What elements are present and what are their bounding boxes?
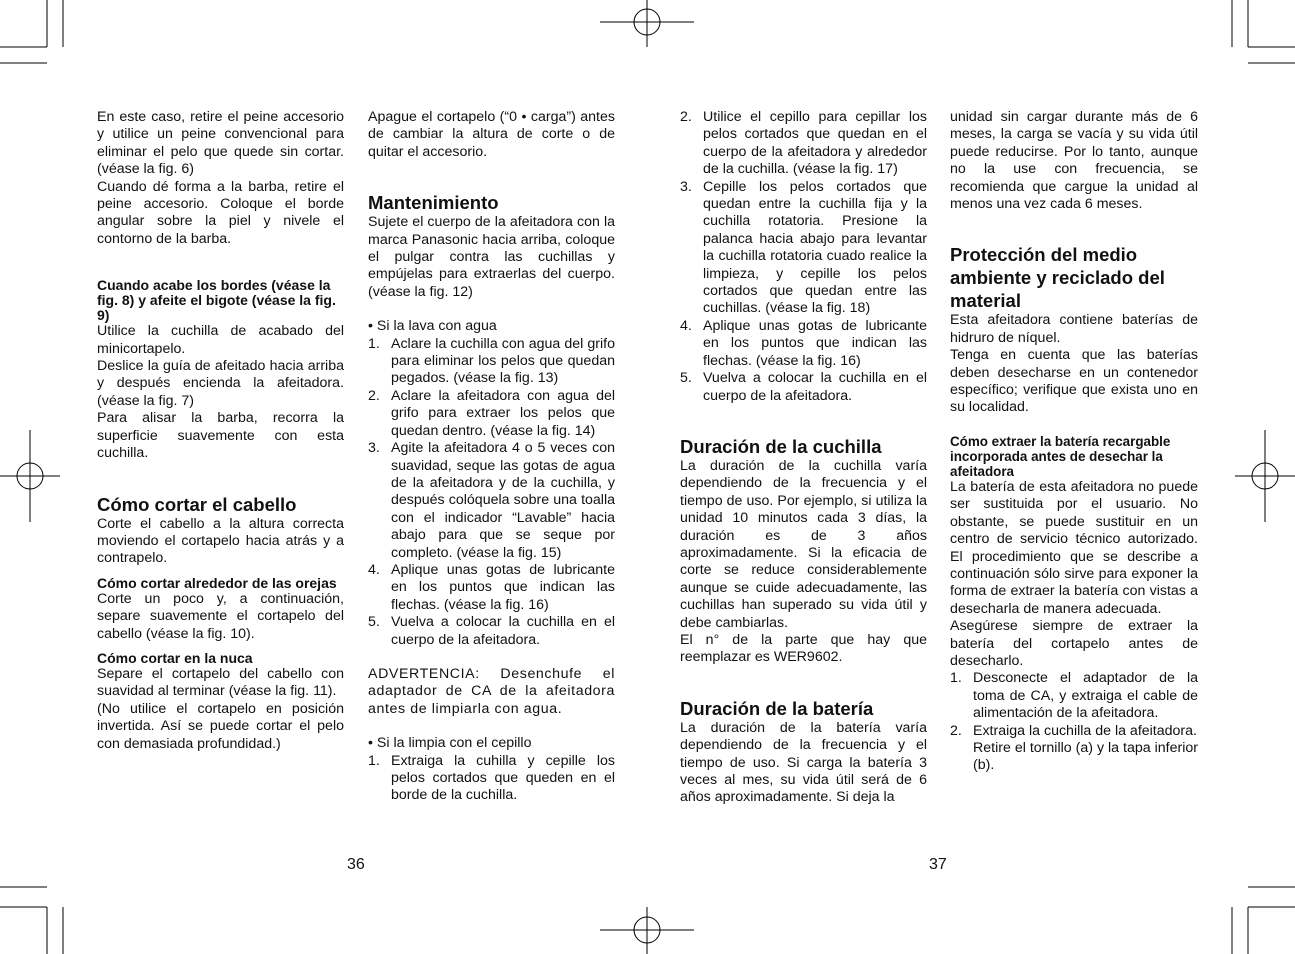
- list-item: 4. Aplique unas gotas de lubricante en los puntos que indican las flechas. (véase la fig. 16): [680, 317, 927, 369]
- warning-text: ADVERTENCIA: Desenchufe el adaptador de CA de la afeitadora antes de limpiarla con agua.: [368, 665, 615, 717]
- paragraph: Esta afeitadora contiene baterías de hidruro de níquel.: [950, 312, 1198, 346]
- steps-list-agua: [368, 336, 615, 649]
- list-item: 2. Utilice el cepillo para cepillar los pelos cortados que quedan en el cuerpo de la afeitadora y alrededor de la cuchilla. (véase la fig. 17): [680, 109, 927, 178]
- paragraph: La duración de la batería varía dependiendo de la frecuencia y el tiempo de uso. Si carga la batería 3 veces al mes, su vida útil será de 6 años aproximadamente. Si deja la: [680, 719, 927, 806]
- steps-list-continued: [680, 109, 927, 405]
- paragraph: Separe el cortapelo del cabello con suavidad al terminar (véase la fig. 11).: [97, 665, 344, 700]
- bullet-lavar-agua: • Si la lava con agua: [368, 318, 497, 335]
- page-number-right: 37: [929, 856, 947, 873]
- list-item: 2. Extraiga la cuchilla de la afeitadora.: [950, 722, 1197, 739]
- list-item: 3. Cepille los pelos cortados que quedan entre la cuchilla fija y la cuchilla rotatoria. Presione la palanca hacia abajo para levantar la cuchilla rotatoria cuado realice la limpieza, y cepille los pelos cortados que quedan entre las cuchillas. (véase la fig. 18): [680, 178, 927, 317]
- heading-duracion-cuchilla: Duración de la cuchilla: [680, 435, 882, 457]
- column-2: [368, 109, 615, 805]
- heading-proteccion: Protección del medio ambiente y reciclado del material: [950, 244, 1165, 312]
- paragraph: unidad sin cargar durante más de 6 meses, la carga se vacía y su vida útil puede reducirse. Por lo tanto, aunque no la use con frecuencia, se recomienda que cargue la unidad al menos una vez cada 6 meses.: [950, 109, 1198, 213]
- list-item: 3. Agite la afeitadora 4 o 5 veces con suavidad, seque las gotas de agua de la afeitadora y de la cuchilla, y después colóquela sobre una toalla con el indicador “Lavable” hacia abajo para que se seque por completo. (véase la fig. 15): [368, 440, 615, 561]
- heading-cortar-cabello: Cómo cortar el cabello: [97, 493, 297, 515]
- paragraph: Cuando dé forma a la barba, retire el peine accesorio. Coloque el borde angular sobre la piel y nivele el contorno de la barba.: [97, 178, 344, 247]
- list-item: 2. Aclare la afeitadora con agua del grifo para extraer los pelos que quedan dentro. (véase la fig. 14): [368, 387, 615, 439]
- subheading-extraer-bateria: Cómo extraer la batería recargable incorporada antes de desechar la afeitadora: [950, 433, 1171, 479]
- heading-duracion-bateria: Duración de la batería: [680, 697, 874, 719]
- paragraph: Para alisar la barba, recorra la superficie suavemente con esta cuchilla.: [97, 410, 344, 462]
- paragraph: Utilice la cuchilla de acabado del minicortapelo.: [97, 323, 344, 357]
- paragraph: Apague el cortapelo (“0 • carga”) antes de cambiar la altura de corte o de quitar el accesorio.: [368, 109, 615, 160]
- paragraph: El n° de la parte que hay que reemplazar es WER9602.: [680, 631, 927, 666]
- column-3: [680, 109, 927, 807]
- paragraph: Asegúrese siempre de extraer la batería del cortapelo antes de desecharlo.: [950, 618, 1198, 669]
- paragraph: Tenga en cuenta que las baterías deben desecharse en un contenedor específico; verifique que exista uno en su localidad.: [950, 347, 1198, 416]
- paragraph: Deslice la guía de afeitado hacia arriba y después encienda la afeitadora. (véase la fig. 7): [97, 358, 344, 409]
- page-number-left: 36: [347, 856, 365, 873]
- bullet-limpiar-cepillo: • Si la limpia con el cepillo: [368, 735, 532, 752]
- paragraph: Corte un poco y, a continuación, separe suavemente el cortapelo del cabello (véase la fig. 10).: [97, 590, 344, 642]
- paragraph: Retire el tornillo (a) y la tapa inferior (b).: [973, 739, 1198, 774]
- paragraph: La duración de la cuchilla varía dependiendo de la frecuencia y el tiempo de uso. Por ejemplo, si utiliza la unidad 10 minutos cada 3 días, la duración es de 3 años aproximadamente. Si la eficacia de corte se reduce considerablemente aunque se cuide adecuadamente, las cuchillas han superado su vida útil y debe cambiarlas.: [680, 457, 927, 631]
- heading-mantenimiento: Mantenimiento: [368, 192, 499, 214]
- list-item: 5. Vuelva a colocar la cuchilla en el cuerpo de la afeitadora.: [368, 614, 615, 648]
- subheading-orejas: Cómo cortar alrededor de las orejas: [97, 574, 337, 591]
- subheading-nuca: Cómo cortar en la nuca: [97, 649, 253, 666]
- column-1: [97, 109, 344, 753]
- paragraph: (No utilice el cortapelo en posición invertida. Así se puede cortar el pelo con demasiada profundidad.): [97, 700, 344, 752]
- paragraph: Corte el cabello a la altura correcta moviendo el cortapelo hacia atrás y a contrapelo.: [97, 515, 344, 567]
- list-item: 1. Extraiga la cuhilla y cepille los pelos cortados que queden en el borde de la cuchilla.: [368, 752, 615, 804]
- column-4: [950, 109, 1198, 775]
- steps-list-cepillo: [368, 753, 615, 805]
- list-item: 1. Aclare la cuchilla con agua del grifo para eliminar los pelos que quedan pegados. (véase la fig. 13): [368, 335, 615, 387]
- paragraph: Sujete el cuerpo de la afeitadora con la marca Panasonic hacia arriba, coloque el pulgar contra las cuchillas y empújelas para extraerlas del cuerpo. (véase la fig. 12): [368, 214, 615, 300]
- list-item: 4. Aplique unas gotas de lubricante en los puntos que indican las flechas. (véase la fig. 16): [368, 561, 615, 613]
- list-item: 5. Vuelva a colocar la cuchilla en el cuerpo de la afeitadora.: [680, 370, 927, 404]
- subheading-bordes: Cuando acabe los bordes (véase la fig. 8) y afeite el bigote (véase la fig. 9): [97, 277, 336, 324]
- list-item: 1. Desconecte el adaptador de la toma de CA, y extraiga el cable de alimentación de la afeitadora.: [950, 670, 1198, 722]
- steps-list-bateria: [950, 670, 1198, 740]
- paragraph: La batería de esta afeitadora no puede ser sustituida por el usuario. No obstante, se puede sustituir en un centro de servicio técnico autorizado. El procedimiento que se describe a continuación sólo sirve para exponer la forma de extraer la batería con vistas a desecharla de manera adecuada.: [950, 478, 1198, 617]
- paragraph: En este caso, retire el peine accesorio y utilice un peine convencional para eliminar el pelo que quede sin cortar. (véase la fig. 6): [97, 109, 344, 178]
